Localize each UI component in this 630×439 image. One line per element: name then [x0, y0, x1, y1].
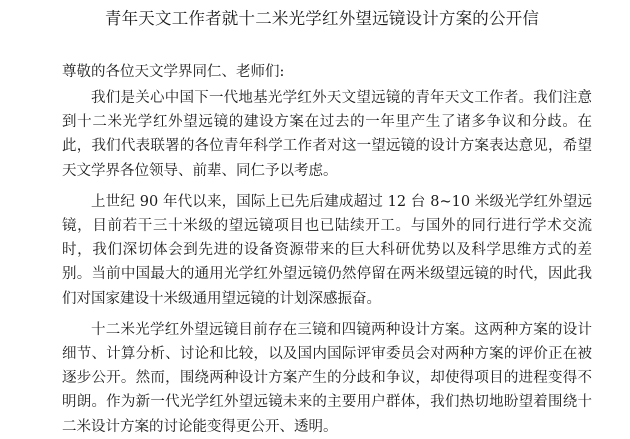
letter-body: [62, 86, 592, 439]
paragraph: 十二米光学红外望远镜目前存在三镜和四镜两种设计方案。这两种方案的设计细节、计算分析、讨论和比较，以及国内国际评审委员会对两种方案的评价正在被逐步公开。然而，围绕两种设计方案产生的分歧和争议，却使得项目的进程变得不明朗。作为新一代光学红外望远镜未来的主要用户群体，我们热切地盼望着围绕十二米设计方案的讨论能变得更公开、透明。: [62, 321, 592, 435]
letter-greeting: 尊敬的各位天文学界同仁、老师们:: [62, 64, 285, 80]
paragraph: 我们是关心中国下一代地基光学红外天文望远镜的青年天文工作者。我们注意到十二米光学红外望远镜的建设方案在过去的一年里产生了诸多争议和分歧。在此，我们代表联署的各位青年科学工作者对这一望远镜的设计方案表达意见，希望天文学界各位领导、前辈、同仁予以考虑。: [62, 90, 592, 179]
letter-title: 青年天文工作者就十二米光学红外望远镜设计方案的公开信: [104, 9, 540, 28]
paragraph: 上世纪 90 年代以来，国际上已先后建成超过 12 台 8~10 米级光学红外望远镜，目前若干三十米级的望远镜项目也已陆续开工。与国外的同行进行学术交流时，我们深切体会到先进的设备资源带来的巨大科研优势以及科学思维方式的差别。当前中国最大的通用光学红外望远镜仍然停留在两米级望远镜的时代，因此我们对国家建设十米级通用望远镜的计划深感振奋。: [62, 193, 592, 307]
